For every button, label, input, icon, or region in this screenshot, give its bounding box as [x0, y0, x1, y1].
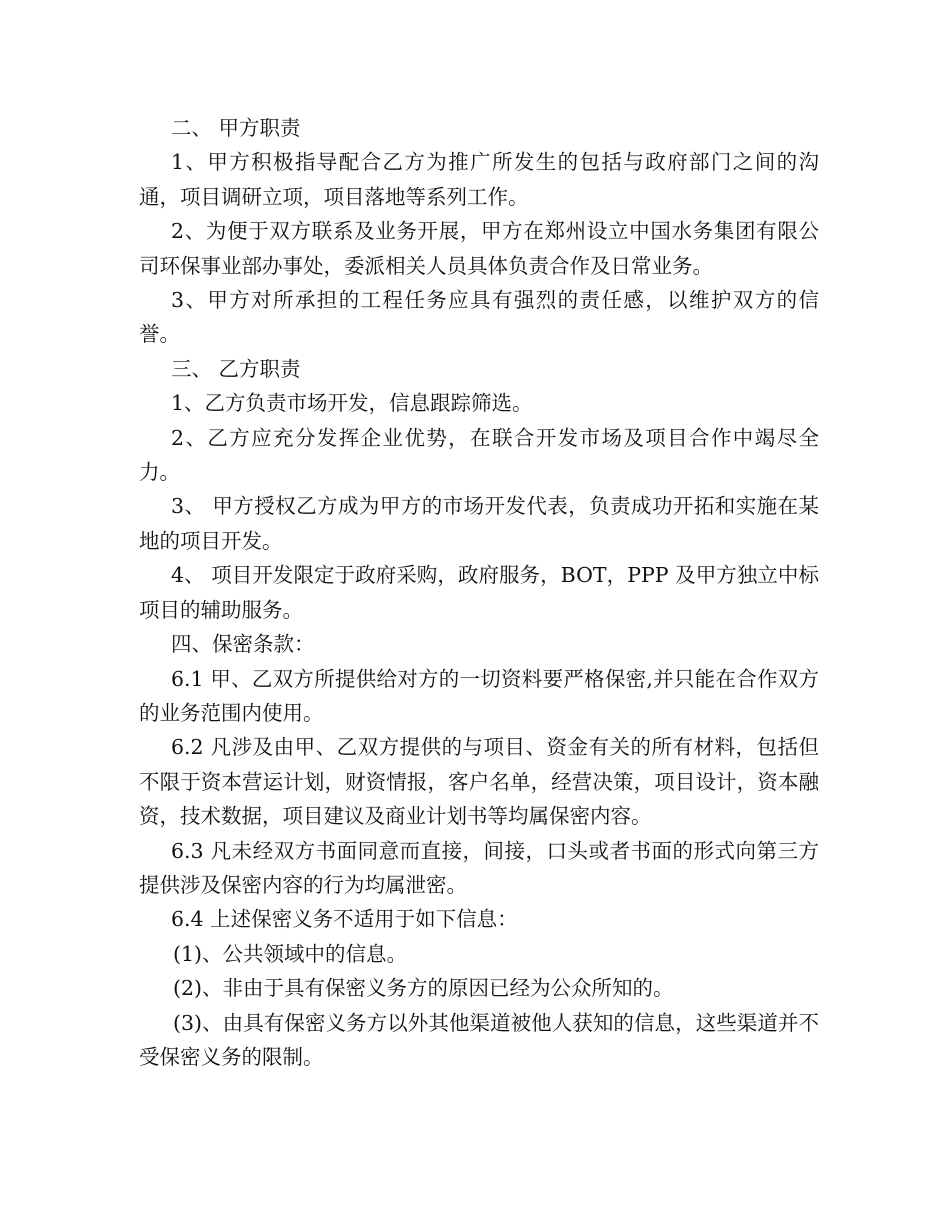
exception-item-2: (2)、非由于具有保密义务方的原因已经为公众所知的。 [173, 976, 674, 1001]
party-a-clause-1: 1、甲方积极指导配合乙方为推广所发生的包括与政府部门之间的沟通，项目调研立项，项目落地等系列工作。 [139, 150, 819, 209]
section-heading-confidentiality: 四、保密条款： [171, 632, 315, 657]
party-b-clause-1: 1、乙方负责市场开发，信息跟踪筛选。 [171, 391, 533, 416]
exception-item-1: (1)、公共领域中的信息。 [173, 941, 408, 966]
section-heading-party-b: 三、 乙方职责 [171, 356, 301, 381]
confidentiality-clause-6-3: 6.3 凡未经双方书面同意而直接，间接，口头或者书面的形式向第三方提供涉及保密内容的行为均属泄密。 [139, 838, 819, 897]
party-b-clause-3: 3、 甲方授权乙方成为甲方的市场开发代表，负责成功开拓和实施在某地的项目开发。 [139, 494, 819, 553]
confidentiality-clause-6-4: 6.4 上述保密义务不适用于如下信息： [171, 907, 518, 932]
document-page [139, 111, 819, 1074]
party-a-clause-2: 2、为便于双方联系及业务开展，甲方在郑州设立中国水务集团有限公司环保事业部办事处，委派相关人员具体负责合作及日常业务。 [139, 219, 819, 278]
party-b-clause-2: 2、乙方应充分发挥企业优势，在联合开发市场及项目合作中竭尽全力。 [139, 425, 819, 485]
section-heading-party-a: 二、 甲方职责 [171, 116, 301, 140]
exception-item-3: (3)、由具有保密义务方以外其他渠道被他人获知的信息，这些渠道并不受保密义务的限制。 [139, 1010, 819, 1069]
party-b-clause-4: 4、 项目开发限定于政府采购，政府服务，BOT，PPP 及甲方独立中标项目的辅助服务。 [139, 563, 819, 622]
confidentiality-clause-6-2: 6.2 凡涉及由甲、乙双方提供的与项目、资金有关的所有材料，包括但不限于资本营运计划，财资情报，客户名单，经营决策，项目设计，资本融资，技术数据，项目建议及商业计划书等均属保密内容。 [139, 735, 819, 829]
party-a-clause-3: 3、甲方对所承担的工程任务应具有强烈的责任感，以维护双方的信誉。 [139, 288, 819, 347]
confidentiality-clause-6-1: 6.1 甲、乙双方所提供给对方的一切资料要严格保密,并只能在合作双方的业务范围内使用。 [139, 666, 819, 725]
